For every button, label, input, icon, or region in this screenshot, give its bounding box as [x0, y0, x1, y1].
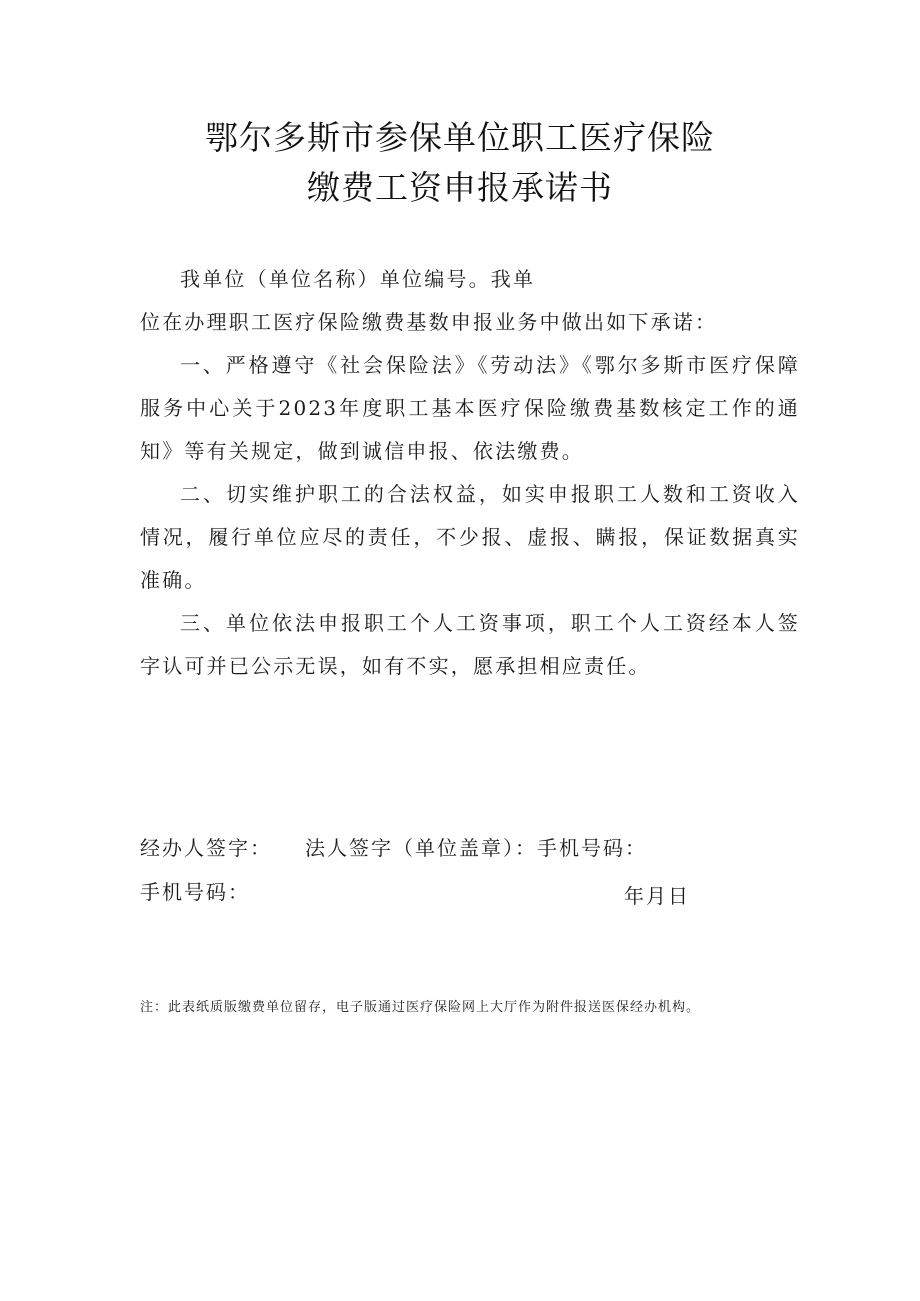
date-label: 年月日: [624, 884, 690, 908]
document-body: [140, 258, 800, 688]
document-title-line-2: 缴费工资申报承诺书: [307, 168, 613, 207]
intro-line-2: 位在办理职工医疗保险缴费基数申报业务中做出如下承诺：: [140, 310, 718, 334]
handler-signature-label: 经办人签字：: [140, 836, 272, 860]
legal-signature-label: 法人签字（单位盖章）：手机号码：: [305, 836, 647, 860]
commitment-item-1: 一、严格遵守《社会保险法》《劳动法》《鄂尔多斯市医疗保障服务中心关于2023年度职工基本医疗保险缴费基数核定工作的通知》等有关规定，做到诚信申报、依法缴费。: [140, 353, 800, 463]
commitment-item-3: 三、单位依法申报职工个人工资事项，职工个人工资经本人签字认可并已公示无误，如有不实，愿承担相应责任。: [140, 611, 800, 678]
commitment-item-2: 二、切实维护职工的合法权益，如实申报职工人数和工资收入情况，履行单位应尽的责任，不少报、虚报、瞒报，保证数据真实准确。: [140, 482, 800, 592]
footnote: 注：此表纸质版缴费单位留存，电子版通过医疗保险网上大厅作为附件报送医保经办机构。: [140, 1000, 701, 1015]
document-title-line-1: 鄂尔多斯市参保单位职工医疗保险: [205, 118, 715, 157]
intro-line-1: 我单位（单位名称）单位编号。我单: [180, 267, 536, 291]
handler-phone-label: 手机号码：: [140, 880, 250, 904]
intro-paragraph: [140, 258, 800, 344]
